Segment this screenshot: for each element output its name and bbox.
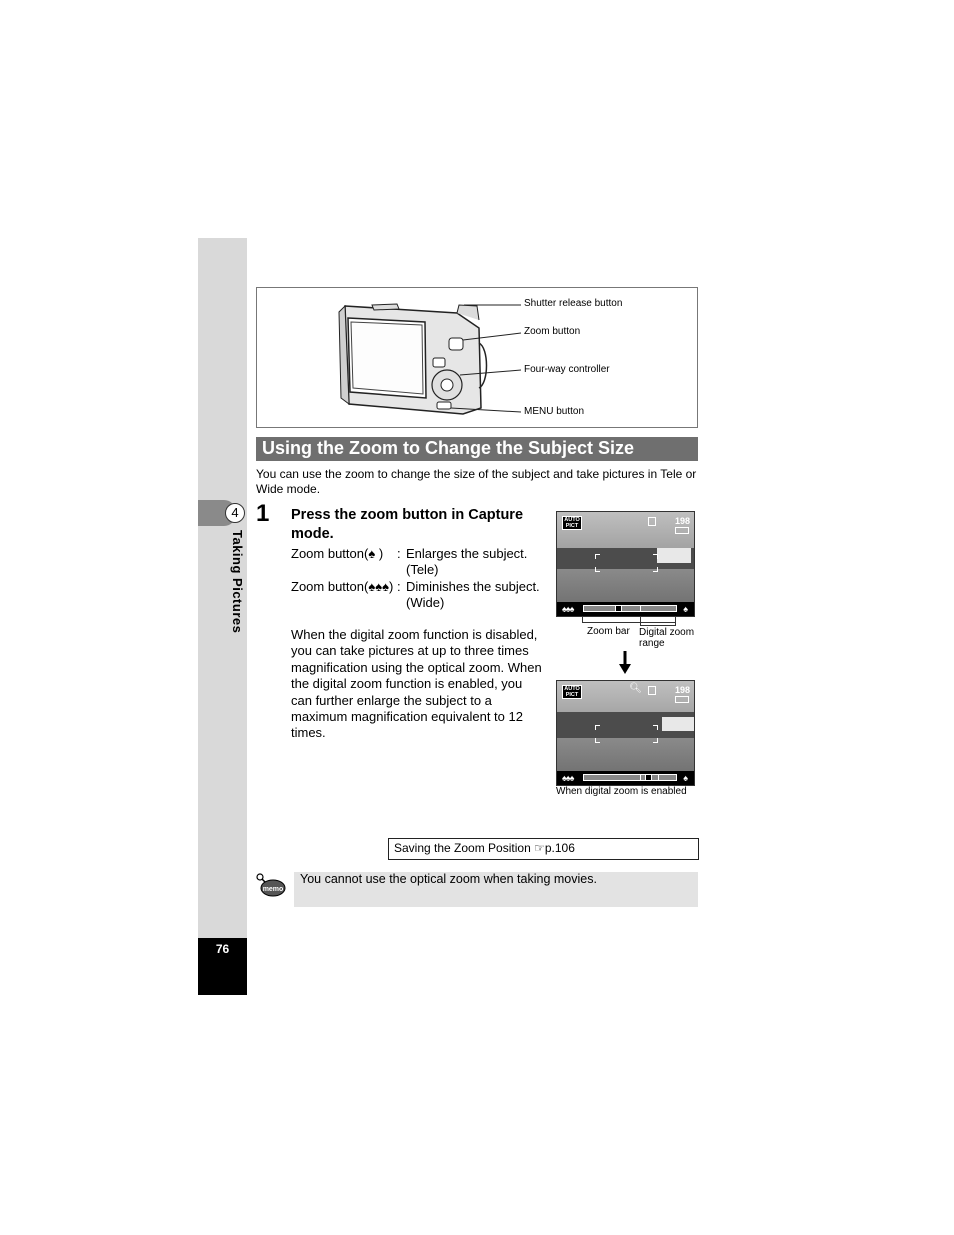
zoom-tele-description: Enlarges the subject. (Tele) xyxy=(406,546,528,577)
reference-text: Saving the Zoom Position ☞p.106 xyxy=(394,841,575,855)
auto-pict-badge: AUTO PICT xyxy=(562,516,582,530)
af-frame-corner-icon xyxy=(595,738,600,743)
camera-illustration xyxy=(257,288,699,429)
zoom-wide-label: Zoom button(♠♠♠) xyxy=(291,579,394,594)
callout-menu-button: MENU button xyxy=(524,406,585,417)
callout-four-way-controller: Four-way controller xyxy=(524,364,610,375)
page-number: 76 xyxy=(215,942,230,956)
step-heading: Press the zoom button in Capture mode. xyxy=(291,507,524,542)
zoom-wide-icon: ♠♠♠ xyxy=(562,604,574,614)
step-number: 1 xyxy=(256,500,270,527)
zoom-tele-colon: : xyxy=(397,546,401,561)
lcd-screen-optical xyxy=(556,511,695,617)
digital-zoom-range-label: Digital zoom range xyxy=(639,627,695,649)
memo-text: You cannot use the optical zoom when taking movies. xyxy=(300,872,597,886)
section-intro: You can use the zoom to change the size of the subject and take pictures in Tele or Wide mode. xyxy=(256,467,697,496)
callout-zoom-button: Zoom button xyxy=(524,326,581,337)
down-arrow-icon xyxy=(618,651,632,675)
auto-pict-badge: AUTO PICT xyxy=(562,685,582,699)
zoom-wide-icon: ♠♠♠ xyxy=(562,773,574,783)
house-in-scene xyxy=(657,548,691,563)
af-frame-corner-icon xyxy=(653,567,658,572)
digital-zoom-magnifier-icon: 🔍︎ xyxy=(629,683,642,694)
zoom-bar xyxy=(583,605,677,612)
zoom-bar-indicator xyxy=(645,774,652,781)
digital-zoom-bracket xyxy=(640,617,676,626)
zoom-tele-icon: ♠ xyxy=(683,773,688,783)
section-title: Using the Zoom to Change the Subject Size xyxy=(262,438,635,458)
af-frame-corner-icon xyxy=(595,725,600,730)
lcd-screen-digital xyxy=(556,680,695,786)
af-frame-corner-icon xyxy=(595,554,600,559)
digital-zoom-caption: When digital zoom is enabled xyxy=(556,786,687,797)
battery-icon xyxy=(675,527,689,534)
step-body-text: When the digital zoom function is disabled, you can take pictures at up to three times magnification using the optical zoom. When the digital zoom function is enabled, you can further enlarge the subject to a maximum magnification equivalent to 12 times. xyxy=(291,627,542,741)
af-frame-corner-icon xyxy=(595,567,600,572)
reference-box xyxy=(388,838,699,860)
af-frame-corner-icon xyxy=(653,554,658,559)
zoom-tele-icon: ♠ xyxy=(683,604,688,614)
memory-card-icon xyxy=(648,517,656,526)
shots-remaining: 198 xyxy=(674,685,690,695)
battery-icon xyxy=(675,696,689,703)
memo-icon-text: memo xyxy=(262,886,284,893)
zoom-bar xyxy=(583,774,677,781)
zoom-tele-label: Zoom button(♠ ) xyxy=(291,546,384,561)
chapter-number: 4 xyxy=(225,503,245,523)
zoom-wide-description: Diminishes the subject. (Wide) xyxy=(406,579,540,610)
memory-card-icon xyxy=(648,686,656,695)
memo-box xyxy=(294,872,698,907)
shots-remaining: 198 xyxy=(674,516,690,526)
zoom-bar-indicator xyxy=(615,605,622,612)
callout-shutter-release: Shutter release button xyxy=(524,298,623,309)
af-frame-corner-icon xyxy=(653,725,658,730)
memo-icon xyxy=(256,873,286,897)
af-frame-corner-icon xyxy=(653,738,658,743)
house-in-scene xyxy=(662,717,694,731)
chapter-title: Taking Pictures xyxy=(230,530,245,634)
camera-diagram-box xyxy=(256,287,698,428)
zoom-bar-label: Zoom bar xyxy=(587,626,630,637)
zoom-wide-colon: : xyxy=(397,579,401,594)
